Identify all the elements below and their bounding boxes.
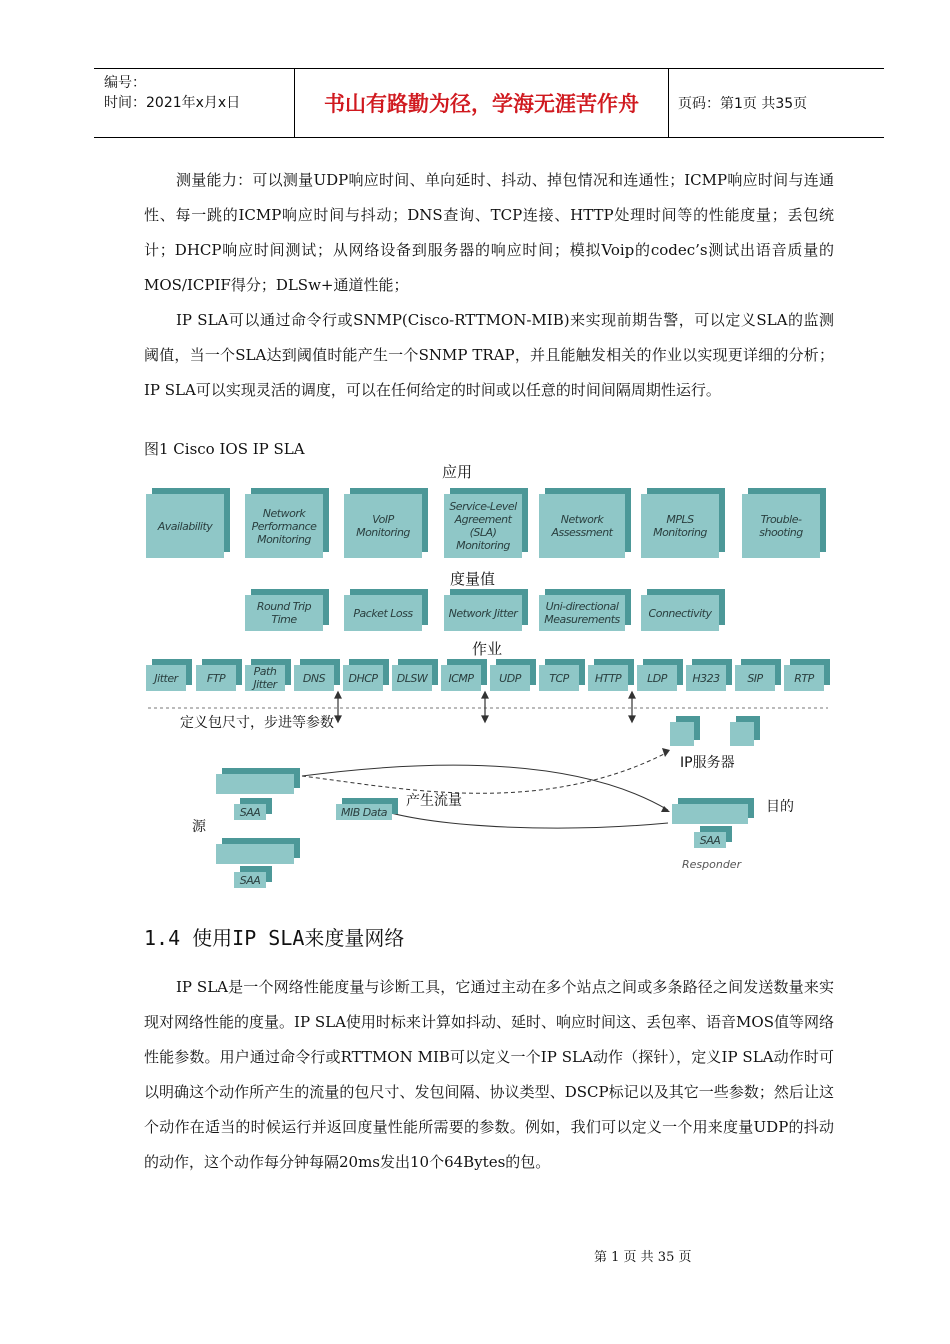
op-box: DLSW xyxy=(392,665,432,691)
source-label: 源 xyxy=(192,819,206,835)
document-header xyxy=(94,68,884,138)
app-box: VoIP Monitoring xyxy=(344,494,422,558)
paragraph-ip-sla: IP SLA是一个网络性能度量与诊断工具，它通过主动在多个站点之间或多条路径之间发送数量来实现对网络性能的度量。IP SLA使用时标来计算如抖动、延时、响应时间这、丢包率、语音MOS值等网络性能参数。用户通过命令行或RTTMON MIB可以定义一个IP SLA动作（探针），定义IP SLA动作时可以明确这个动作所产生的流量的包尺寸、发包间隔、协议类型、DSCP标记以及其它一些参数；然后让这个动作在适当的时候运行并返回度量性能所需要的参数。例如，我们可以定义一个用来度量UDP的抖动的动作，这个动作每分钟每隔20ms发出10个64Bytes的包。 xyxy=(144,978,834,1171)
param-label: 定义包尺寸，步进等参数 xyxy=(180,715,334,731)
op-box: UDP xyxy=(490,665,530,691)
metrics-title: 度量值 xyxy=(450,570,496,588)
server-arrow xyxy=(302,752,668,793)
traffic-label: 产生流量 xyxy=(406,793,462,809)
paragraph-alerting: IP SLA可以通过命令行或SNMP(Cisco-RTTMON-MIB)来实现前期告警，可以定义SLA的监测阈值，当一个SLA达到阈值时能产生一个SNMP TRAP，并且能触发相关的作业以实现更详细的分析；IP SLA可以实现灵活的调度，可以在任何给定的时间或以任意的时间间隔周期性运行。 xyxy=(144,311,834,399)
responder-label: Responder xyxy=(682,858,742,871)
responder-router-icon xyxy=(672,804,748,824)
op-box: Jitter xyxy=(146,665,186,691)
op-box: LDP xyxy=(637,665,677,691)
server-icon xyxy=(730,722,754,746)
app-box: Network Assessment xyxy=(539,494,625,558)
page-footer: 第 1 页 共 35 页 xyxy=(594,1250,692,1265)
op-box: HTTP xyxy=(588,665,628,691)
op-box: RTP xyxy=(784,665,824,691)
op-box: H323 xyxy=(686,665,726,691)
metric-box: Uni-directional Measurements xyxy=(539,595,625,631)
saa-box: SAA xyxy=(234,804,266,820)
header-meta xyxy=(104,73,240,113)
apps-title: 应用 xyxy=(442,463,473,481)
source-router-icon xyxy=(216,844,294,864)
ops-title: 作业 xyxy=(472,640,503,658)
time-label: 时间：2021年x月x日 xyxy=(104,95,241,111)
app-box: Network Performance Monitoring xyxy=(245,494,323,558)
metric-box: Connectivity xyxy=(641,595,719,631)
ip-sla-figure xyxy=(140,458,840,898)
saa-box: SAA xyxy=(234,872,266,888)
figure-lines xyxy=(140,458,840,898)
metric-box: Round Trip Time xyxy=(245,595,323,631)
op-box: DNS xyxy=(294,665,334,691)
op-box: SIP xyxy=(735,665,775,691)
source-router-icon xyxy=(216,774,294,794)
saa-box: SAA xyxy=(694,832,726,848)
server-icon xyxy=(670,722,694,746)
op-box: ICMP xyxy=(441,665,481,691)
mib-data-box: MIB Data xyxy=(336,804,392,820)
app-box: MPLS Monitoring xyxy=(641,494,719,558)
header-page-info: 页码：第1页 共35页 xyxy=(678,96,808,112)
figure-caption: 图1 Cisco IOS IP SLA xyxy=(144,440,305,458)
op-box: FTP xyxy=(196,665,236,691)
app-box: Service-Level Agreement (SLA) Monitoring xyxy=(444,494,522,558)
paragraph-capabilities: 测量能力：可以测量UDP响应时间、单向延时、抖动、掉包情况和连通性；ICMP响应时间与连通性、每一跳的ICMP响应时间与抖动；DNS查询、TCP连接、HTTP处理时间等的性能度量；丢包统计；DHCP响应时间测试；从网络设备到服务器的响应时间；模拟Voip的codec’s测试出语音质量的MOS/ICPIF得分；DLSw+通道性能； xyxy=(144,171,834,294)
dest-label: 目的 xyxy=(766,799,794,815)
op-box: Path Jitter xyxy=(245,665,285,691)
app-box: Availability xyxy=(146,494,224,558)
ip-server-label: IP服务器 xyxy=(680,755,735,771)
op-box: DHCP xyxy=(343,665,383,691)
app-box: Trouble-shooting xyxy=(742,494,820,558)
op-box: TCP xyxy=(539,665,579,691)
metric-box: Network Jitter xyxy=(444,595,522,631)
section-heading: 1.4 使用IP SLA来度量网络 xyxy=(144,926,405,950)
return-arrow xyxy=(380,810,668,828)
metric-box: Packet Loss xyxy=(344,595,422,631)
header-motto: 书山有路勤为径，学海无涯苦作舟 xyxy=(294,69,669,137)
double-arrows xyxy=(335,692,635,722)
number-label: 编号： xyxy=(104,75,146,91)
